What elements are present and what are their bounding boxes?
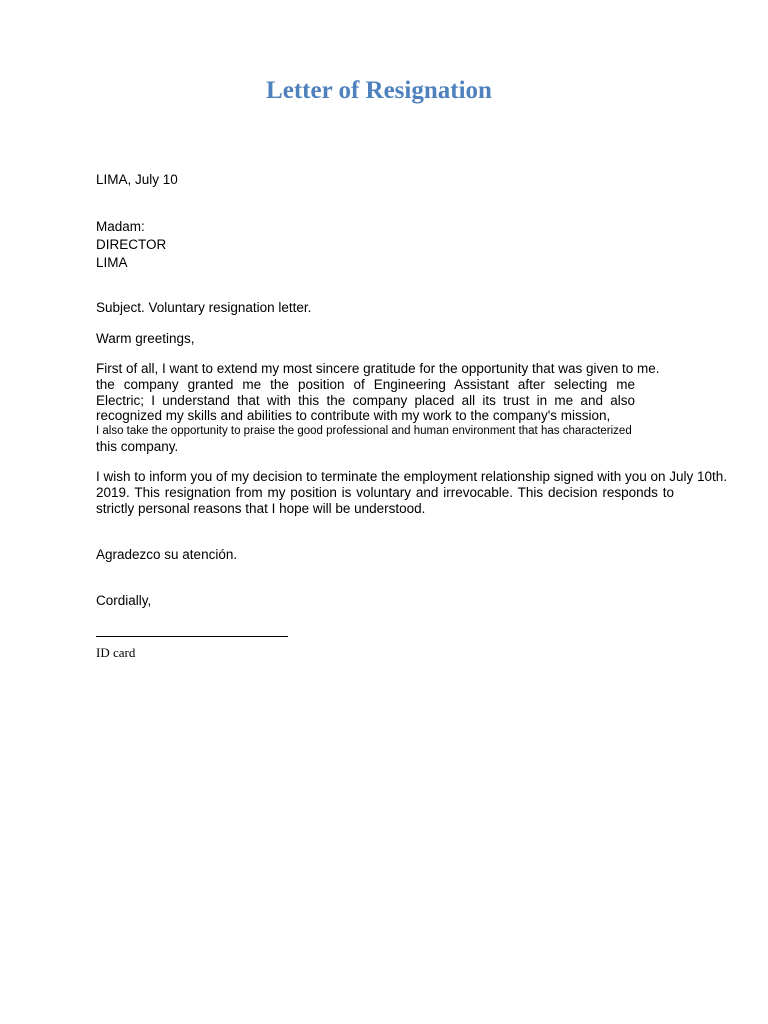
paragraph2-line: strictly personal reasons that I hope will be understood. xyxy=(96,501,426,516)
signature-line xyxy=(96,636,288,637)
greeting-line: Warm greetings, xyxy=(96,331,195,346)
recipient-salutation: Madam: xyxy=(96,219,145,234)
paragraph1-line: the company granted me the position of Engineering Assistant after selecting me xyxy=(96,377,635,392)
paragraph1-line: this company. xyxy=(96,439,179,454)
paragraph2-line: 2019. This resignation from my position is voluntary and irrevocable. This decision responds to xyxy=(96,485,674,500)
paragraph1-line: I also take the opportunity to praise the good professional and human environment that has characterized xyxy=(96,425,632,437)
paragraph1-line: First of all, I want to extend my most sincere gratitude for the opportunity that was given to me. xyxy=(96,361,660,376)
signature-label: ID card xyxy=(96,645,136,660)
thanks-line: Agradezco su atención. xyxy=(96,547,238,562)
closing-line: Cordially, xyxy=(96,593,152,608)
recipient-city: LIMA xyxy=(96,255,128,270)
subject-line: Subject. Voluntary resignation letter. xyxy=(96,300,312,315)
date-line: LIMA, July 10 xyxy=(96,172,178,187)
paragraph1-line: recognized my skills and abilities to contribute with my work to the company's mission, xyxy=(96,408,611,423)
paragraph2-line: I wish to inform you of my decision to terminate the employment relationship signed with you on July 10th. xyxy=(96,469,728,484)
paragraph1-line: Electric; I understand that with this the company placed all its trust in me and also xyxy=(96,393,635,408)
page-title: Letter of Resignation xyxy=(266,77,492,104)
recipient-position: DIRECTOR xyxy=(96,237,167,252)
